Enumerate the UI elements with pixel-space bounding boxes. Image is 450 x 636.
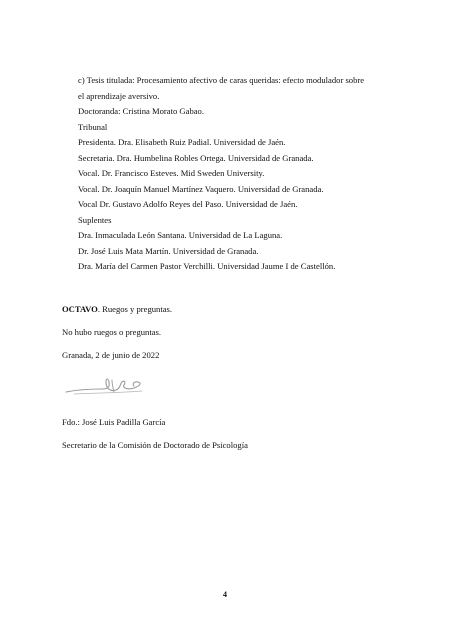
- doctoranda: Doctoranda: Cristina Morato Gabao.: [78, 106, 205, 116]
- suplentes-label: Suplentes: [78, 214, 112, 225]
- tribunal-member: Secretaria. Dra. Humbelina Robles Ortega. Universidad de Granada.: [78, 152, 314, 163]
- tribunal-member: Vocal. Dr. Francisco Esteves. Mid Sweden University.: [78, 168, 265, 178]
- suplente-member: Dra. María del Carmen Pastor Verchilli. Universidad Jaume I de Castellón.: [78, 261, 336, 271]
- signature-role: Secretario de la Comisión de Doctorado de Psicología: [62, 440, 248, 450]
- octavo-body: No hubo ruegos o preguntas.: [62, 327, 162, 337]
- thesis-title-line-1: c) Tesis titulada: Procesamiento afectivo de caras queridas: efecto modulador sobre: [78, 75, 365, 85]
- octavo-heading-text: . Ruegos y preguntas.: [97, 304, 173, 314]
- date-line: Granada, 2 de junio de 2022: [62, 350, 160, 360]
- tribunal-member: Vocal. Dr. Joaquín Manuel Martínez Vaquero. Universidad de Granada.: [78, 183, 324, 194]
- suplente-member: Dra. Inmaculada León Santana. Universidad de La Laguna.: [78, 230, 283, 240]
- thesis-block: [78, 73, 408, 275]
- page-number: 4: [223, 590, 227, 599]
- tribunal-label: Tribunal: [78, 121, 108, 132]
- handwritten-signature: [62, 370, 162, 400]
- suplente-member: Dr. José Luis Mata Martín. Universidad de Granada.: [78, 245, 259, 256]
- tribunal-member: Presidenta. Dra. Elisabeth Ruiz Padial. Universidad de Jaén.: [78, 137, 286, 147]
- signature-fdo: Fdo.: José Luis Padilla García: [62, 417, 166, 427]
- octavo-heading: [62, 303, 402, 315]
- octavo-heading-label: OCTAVO: [62, 304, 98, 314]
- thesis-title-line-2: el aprendizaje aversivo.: [78, 90, 160, 101]
- tribunal-member: Vocal Dr. Gustavo Adolfo Reyes del Paso. Universidad de Jaén.: [78, 199, 298, 209]
